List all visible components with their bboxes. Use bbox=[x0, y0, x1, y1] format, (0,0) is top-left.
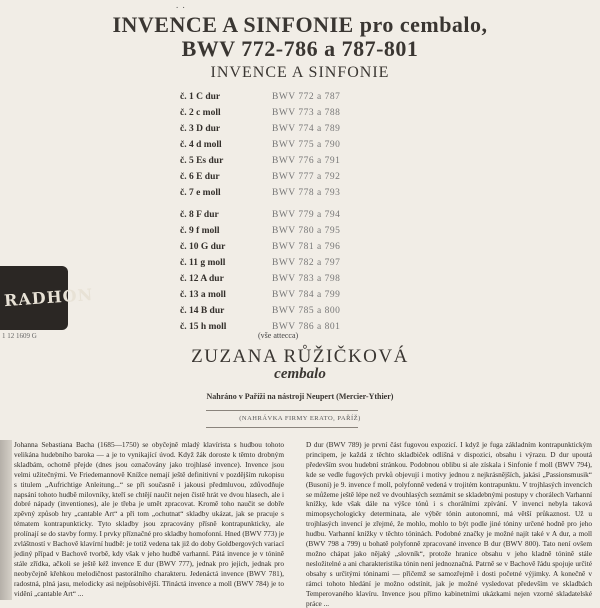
track-bwv: BWV 779 a 794 bbox=[272, 210, 341, 220]
track-bwv: BWV 780 a 795 bbox=[272, 226, 341, 236]
track-label: č. 7 e moll bbox=[180, 188, 221, 198]
track-item bbox=[180, 242, 380, 258]
track-bwv: BWV 773 a 788 bbox=[272, 108, 341, 118]
track-item bbox=[180, 226, 380, 242]
track-bwv: BWV 775 a 790 bbox=[272, 140, 341, 150]
track-item bbox=[180, 258, 380, 274]
liner-notes-paragraph: D dur (BWV 789) je první část fugovou expozicí. I když je fuga základním kontrapunktickým principem, je každá z těchto skladbiček odlišná v dispozici, obsahu i výrazu. D dur upoutá především svou hudební stránkou. Podobnou oblibu si ale získala i Sinfonie f moll (BWV 794), kde se vedle fugových prvků objevují i motivy jednou z nejkrásnějších, jakási „Passionsmusik“ (Busoni) je 9. invence f moll, polyfonně vedená v trojitém kontrapunktu. V trojhlasých invencích se můžeme ještě lépe než ve dvouhlasých seznámit se skladebnými postupy v chorálech Varhanní knížky, kde však dále na výšce tónů i s chorálními zpívání. V invenci nebyla taková mimopsychologicky determinata, ale výběr tónin autonomní, má větší průkaznost. Už u trojhlasých invencí je zřejmé, že mohlo, mohlo to být podle jiné tóniny určené hodně pro jeho hudbu. Varhanní knížky v těchto tóninách. Podobné značky je možné najít také v A dur, a moll (BWV 798 a 799) u bohatě polyfonně zpracované invence B dur (BWV 800). Tato není ovšem možno chápat jako nějaký „slovník“, protože hranice obsahu v jeho kladně tónině stále nesložitelné a ani charakteristika tónin není jednoznačná. Patrně se v Bachově řádu spojuje určité obsahy s určitými tóninami — přičemž se samozřejmě i dosti početné výjimky. A konečně v rámci tohoto hledání je možno odstínit, jak je možné vysledovat především ve skladbách Temperovaného klavíru. Invence jsou přímo kabinetními ukázkami nejen vzorné skladatelské práce ... bbox=[306, 440, 592, 608]
top-fragment: . . bbox=[176, 0, 186, 10]
track-item bbox=[180, 210, 380, 226]
track-bwv: BWV 776 a 791 bbox=[272, 156, 341, 166]
liner-notes-paragraph: Johanna Sebastiana Bacha (1685—1750) se obyčejně mladý klavírista s hudbou tohoto velikána hudebního baroka — a je to vynikající úvod. Když žák doroste k těmto drobným skladbám, ochotně přejde (dnes jsou označovány jako trojhlasé invence). Invence jsou velmi užitečnými. Ve Friedemannově Knížce nemají ještě definitivní v pozdějším rukopisu s titulem „Aufrichtige Anleitung...“ se při současně i jakousi předmluvou, zdůvodňuje napsání tohoto hudbě milovníky, kteří se chtějí naučit nejen čistě hrát ve dvou hlasech, ale i dobré nápady (inventiones), ale je třeba je umět zpracovat. Kromě toho naučit se dobře zpěvný způsob hry „cantable Art“ a při tom „ochutnat“ skladby ukázat, jak se pracuje s tématem kontrapunkticky. Tyto skladby jsou zpracovány přísně kontrapunkticky, ale prolínají se do stavby formy. I prvky příznačné pro skladby homofonní. Hned (BWV 773) je zvláštností v Bachově klavírní hudbě: je totiž vedena tak již do doby Goldbergových variací jediný případ v Bachově tvorbě, kdy však v jeho hudbě varhanní. Pátá invence je v tónině stále zřídka, ačkoli se ještě kéž invence E dur (BWV 777), jednak pro jejich, jednak pro neobyčejně křehkou melodičnost pastorálního charakteru. Jedenáctá invence (BWV 781), radostná, plná jasu, melodicky asi nejpůsobivější. Třináctá invence a moll (BWV 784) je to vidění „cantable Art“ ... bbox=[14, 440, 284, 598]
track-bwv: BWV 785 a 800 bbox=[272, 306, 341, 316]
track-bwv: BWV 783 a 798 bbox=[272, 274, 341, 284]
track-label: č. 1 C dur bbox=[180, 92, 221, 102]
track-item bbox=[180, 172, 380, 188]
catalog-number: 1 12 1609 G bbox=[2, 332, 37, 340]
track-item bbox=[180, 188, 380, 204]
track-bwv: BWV 784 a 799 bbox=[272, 290, 341, 300]
track-label: č. 12 A dur bbox=[180, 274, 224, 284]
track-label: č. 15 h moll bbox=[180, 322, 227, 332]
track-label: č. 5 Es dur bbox=[180, 156, 224, 166]
attecca-note: (vše attecca) bbox=[258, 331, 299, 340]
track-item bbox=[180, 92, 380, 108]
track-item bbox=[180, 290, 380, 306]
page-edge-shadow bbox=[0, 440, 12, 600]
track-label: č. 13 a moll bbox=[180, 290, 226, 300]
track-label: č. 9 f moll bbox=[180, 226, 220, 236]
divider bbox=[206, 427, 358, 428]
section-subtitle: INVENCE A SINFONIE bbox=[210, 64, 390, 81]
track-bwv: BWV 778 a 793 bbox=[272, 188, 341, 198]
track-bwv: BWV 786 a 801 bbox=[272, 322, 341, 332]
track-item bbox=[180, 274, 380, 290]
track-item bbox=[180, 124, 380, 140]
track-item bbox=[180, 156, 380, 172]
track-label: č. 6 E dur bbox=[180, 172, 220, 182]
artist-name: ZUZANA RŮŽIČKOVÁ bbox=[191, 346, 409, 367]
track-bwv: BWV 774 a 789 bbox=[272, 124, 341, 134]
track-bwv: BWV 781 a 796 bbox=[272, 242, 341, 252]
supraphon-logo bbox=[0, 266, 94, 330]
title-line-1: INVENCE A SINFONIE pro cembalo, bbox=[112, 12, 488, 37]
track-label: č. 2 c moll bbox=[180, 108, 221, 118]
liner-notes-left-column bbox=[14, 440, 284, 599]
track-label: č. 11 g moll bbox=[180, 258, 226, 268]
track-bwv: BWV 772 a 787 bbox=[272, 92, 341, 102]
divider bbox=[206, 410, 358, 411]
recording-note: Nahráno v Paříži na nástroji Neupert (Mercier-Ythier) bbox=[206, 392, 394, 401]
track-label: č. 8 F dur bbox=[180, 210, 219, 220]
track-bwv: BWV 782 a 797 bbox=[272, 258, 341, 268]
track-label: č. 4 d moll bbox=[180, 140, 222, 150]
liner-notes-right-column bbox=[306, 440, 592, 608]
track-label: č. 10 G dur bbox=[180, 242, 226, 252]
track-label: č. 14 B dur bbox=[180, 306, 225, 316]
instrument-label: cembalo bbox=[274, 366, 326, 382]
track-label: č. 3 D dur bbox=[180, 124, 221, 134]
track-bwv: BWV 777 a 792 bbox=[272, 172, 341, 182]
track-item bbox=[180, 108, 380, 124]
title-line-2: BWV 772-786 a 787-801 bbox=[181, 36, 419, 61]
erato-credit: (NAHRÁVKA FIRMY ERATO, PAŘÍŽ) bbox=[239, 415, 361, 422]
track-item bbox=[180, 306, 380, 322]
track-item bbox=[180, 140, 380, 156]
logo-text: RADHON bbox=[3, 284, 94, 311]
